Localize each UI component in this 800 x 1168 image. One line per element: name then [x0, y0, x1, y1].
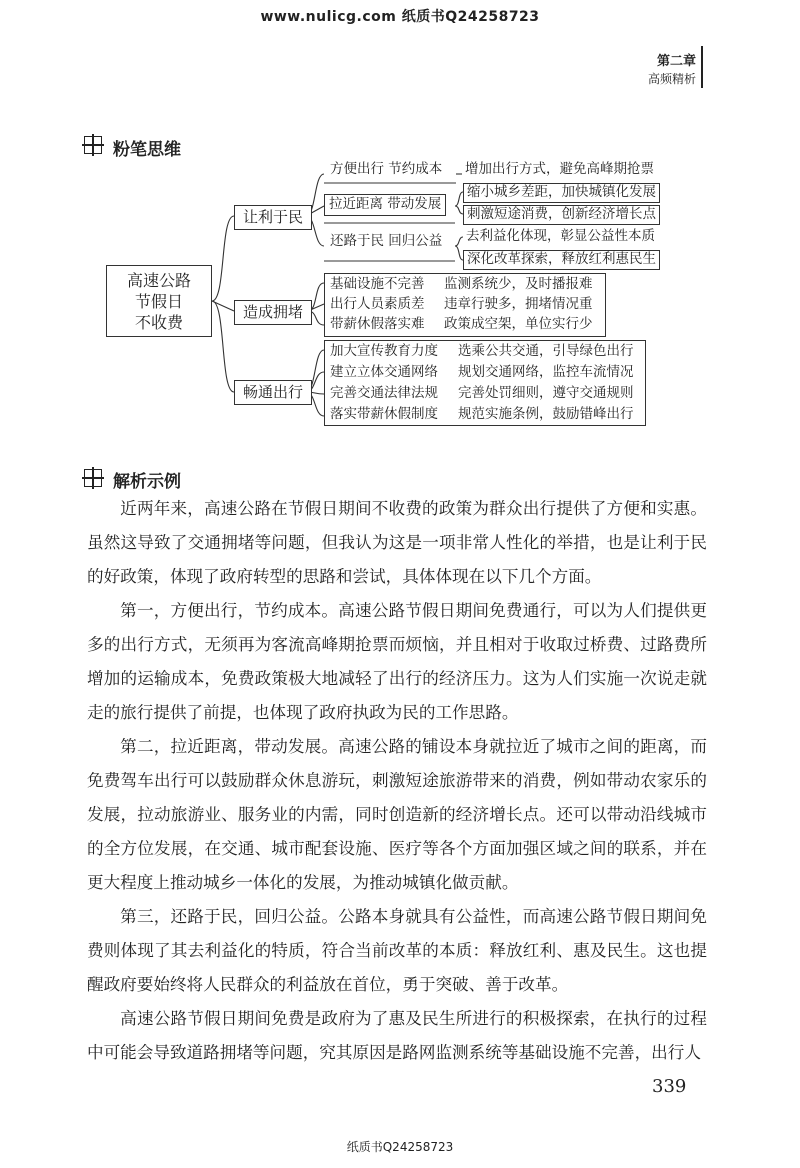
item-left: 建立立体交通网络 — [330, 364, 438, 380]
sub-node: 方便出行 节约成本 — [330, 161, 443, 177]
connector-s3-leaf2 — [455, 246, 463, 260]
leaf-node: 增加出行方式，避免高峰期抢票 — [465, 161, 654, 177]
paragraph — [87, 900, 707, 1002]
item-right: 规划交通网络，监控车流情况 — [458, 364, 634, 380]
chapter-label: 第二章 — [656, 54, 696, 69]
item-right: 政策成空架，单位实行少 — [444, 316, 593, 332]
item-right: 监测系统少，及时播报难 — [444, 276, 593, 292]
paragraph-text: 第二，拉近距离，带动发展。高速公路的铺设本身就拉近了城市之间的距离，而免费驾车出行可以鼓励群众休息游玩，刺激短途旅游带来的消费，例如带动农家乐的发展，拉动旅游业、服务业的内需，同时创造新的经济增长点。还可以带动沿线城市的全方位发展，在交通、城市配套设施、医疗等各个方面加强区域之间的联系，并在更大程度上推动城乡一体化的发展，为推动城镇化做贡献。 — [87, 737, 707, 892]
section-marker-icon — [84, 469, 102, 487]
header-watermark: www.nulicg.com 纸质书Q24258723 — [260, 9, 540, 25]
item-left: 带薪休假落实难 — [330, 316, 425, 332]
branch-items-box — [324, 273, 606, 337]
item-left: 基础设施不完善 — [330, 276, 425, 292]
leaf-node: 去利益化体现，彰显公益性本质 — [466, 228, 655, 244]
item-right: 违章行驶多，拥堵情况重 — [444, 296, 593, 312]
mindmap-root — [106, 265, 212, 337]
branch-node: 让利于民 — [234, 205, 312, 230]
root-line-3: 不收费 — [134, 312, 183, 332]
leaf-node: 深化改革探索，释放红利惠民生 — [463, 250, 660, 270]
chapter-subtitle: 高频精析 — [647, 72, 696, 86]
paragraph-text: 近两年来，高速公路在节假日期间不收费的政策为群众出行提供了方便和实惠。虽然这导致了交通拥堵等问题，但我认为这是一项非常人性化的举措，也是让利于民的好政策，体现了政府转型的思路和尝试，具体体现在以下几个方面。 — [87, 499, 707, 586]
leaf-node: 缩小城乡差距，加快城镇化发展 — [463, 183, 660, 203]
paragraph — [87, 492, 707, 594]
connector-root-branch1 — [212, 216, 234, 301]
footer-watermark: 纸质书Q24258723 — [346, 1140, 454, 1154]
branch-items-box — [324, 340, 646, 426]
sub-node: 还路于民 回归公益 — [330, 233, 443, 249]
branch-node: 造成拥堵 — [234, 300, 312, 325]
mindmap-section-title: 粉笔思维 — [113, 140, 181, 160]
sub-node: 拉近距离 带动发展 — [324, 194, 446, 216]
item-left: 完善交通法律法规 — [330, 385, 438, 401]
item-right: 选乘公共交通，引导绿色出行 — [458, 343, 634, 359]
item-right: 规范实施条例，鼓励错峰出行 — [458, 406, 634, 422]
page-number: 339 — [652, 1076, 687, 1097]
item-right: 完善处罚细则，遵守交通规则 — [458, 385, 634, 401]
root-line-2: 节假日 — [134, 291, 183, 311]
paragraph — [87, 594, 707, 730]
paragraph — [87, 730, 707, 900]
paragraph-text: 高速公路节假日期间免费是政府为了惠及民生所进行的积极探索，在执行的过程中可能会导致道路拥堵等问题，究其原因是路网监测系统等基础设施不完善，出行人 — [87, 1009, 707, 1062]
connector-s2-leaf2 — [455, 206, 463, 214]
root-line-1: 高速公路 — [126, 271, 191, 290]
item-left: 出行人员素质差 — [330, 296, 425, 312]
item-left: 落实带薪休假制度 — [330, 406, 438, 422]
leaf-node: 刺激短途消费，创新经济增长点 — [463, 205, 660, 225]
branch-node: 畅通出行 — [234, 380, 312, 405]
connector-root-branch3 — [212, 301, 234, 392]
paragraph-text: 第一，方便出行，节约成本。高速公路节假日期间免费通行，可以为人们提供更多的出行方式，无须再为客流高峰期抢票而烦恼，并且相对于收取过桥费、过路费所增加的运输成本，免费政策极大地减轻了出行的经济压力。这为人们实施一次说走就走的旅行提供了前提，也体现了政府执政为民的工作思路。 — [87, 601, 707, 722]
connector-s2-leaf1 — [455, 192, 463, 206]
item-left: 加大宣传教育力度 — [330, 343, 438, 359]
paragraph-text: 第三，还路于民，回归公益。公路本身就具有公益性，而高速公路节假日期间免费则体现了其去利益化的特质，符合当前改革的本质：释放红利、惠及民生。这也提醒政府要始终将人民群众的利益放在首位，勇于突破、善于改革。 — [87, 907, 707, 994]
analysis-section-title: 解析示例 — [113, 472, 181, 492]
connector-s3-leaf1 — [455, 237, 463, 246]
paragraph — [87, 1002, 707, 1070]
